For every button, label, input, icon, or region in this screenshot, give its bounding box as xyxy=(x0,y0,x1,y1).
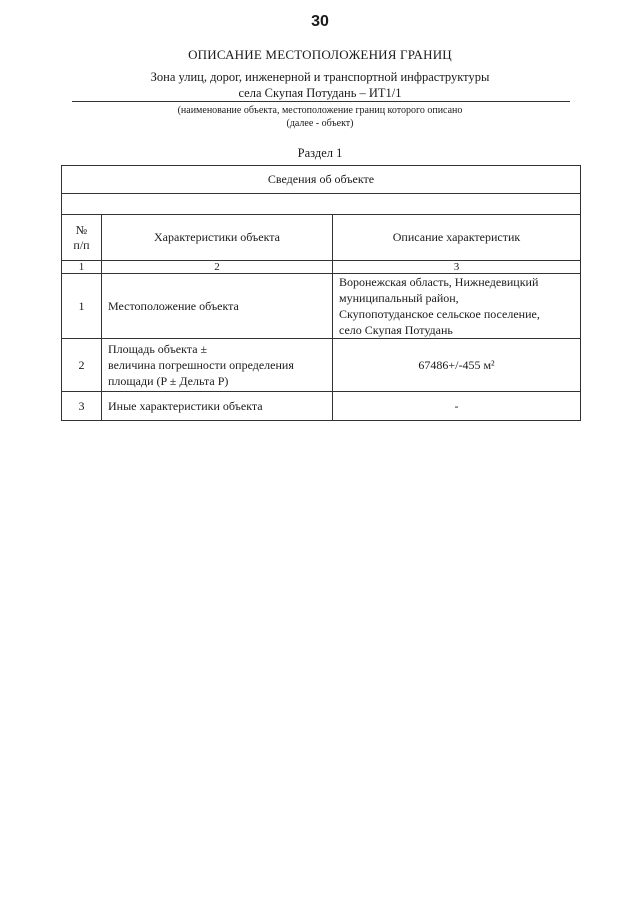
description-line: муниципальный район, xyxy=(339,291,459,305)
note-line-2: (далее - объект) xyxy=(286,118,354,129)
table-blank-row xyxy=(62,194,581,215)
section-title: Раздел 1 xyxy=(297,146,343,160)
blank-cell xyxy=(62,194,581,215)
row-description xyxy=(333,274,581,339)
column-header-characteristics: Характеристики объекта xyxy=(102,215,333,261)
characteristic-line: Площадь объекта ± xyxy=(108,342,208,356)
page-number: 30 xyxy=(311,13,329,30)
object-name-note xyxy=(0,104,640,130)
underline-divider xyxy=(72,101,570,102)
row-description: 67486+/-455 м² xyxy=(333,339,581,392)
table-row xyxy=(62,339,581,392)
column-number: 2 xyxy=(102,261,333,274)
column-header-number xyxy=(62,215,102,261)
row-characteristic xyxy=(102,339,333,392)
column-number-row xyxy=(62,261,581,274)
column-number: 1 xyxy=(62,261,102,274)
column-header-row xyxy=(62,215,581,261)
row-number: 2 xyxy=(62,339,102,392)
description-line: село Скупая Потудань xyxy=(339,323,453,337)
column-header-description: Описание характеристик xyxy=(333,215,581,261)
object-name xyxy=(0,69,640,101)
object-info-table xyxy=(61,165,581,421)
row-number: 3 xyxy=(62,392,102,421)
table-row xyxy=(62,392,581,421)
object-name-line-2: села Скупая Потудань – ИТ1/1 xyxy=(238,86,402,100)
row-number: 1 xyxy=(62,274,102,339)
row-description: - xyxy=(333,392,581,421)
table-row xyxy=(62,274,581,339)
table-caption-row xyxy=(62,166,581,194)
row-characteristic: Местоположение объекта xyxy=(102,274,333,339)
document-title: ОПИСАНИЕ МЕСТОПОЛОЖЕНИЯ ГРАНИЦ xyxy=(188,47,452,62)
table-caption: Сведения об объекте xyxy=(62,166,581,194)
object-name-line-1: Зона улиц, дорог, инженерной и транспортной инфраструктуры xyxy=(150,70,490,84)
characteristic-line: величина погрешности определения xyxy=(108,358,294,372)
column-header-number-line-1: № xyxy=(75,222,88,237)
column-header-number-line-2: п/п xyxy=(73,237,90,252)
characteristic-line: площади (P ± Дельта P) xyxy=(108,374,229,388)
row-characteristic: Иные характеристики объекта xyxy=(102,392,333,421)
column-number: 3 xyxy=(333,261,581,274)
description-line: Скупопотуданское сельское поселение, xyxy=(339,307,540,321)
description-line: Воронежская область, Нижнедевицкий xyxy=(339,275,539,289)
note-line-1: (наименование объекта, местоположение границ которого описано xyxy=(177,105,463,116)
